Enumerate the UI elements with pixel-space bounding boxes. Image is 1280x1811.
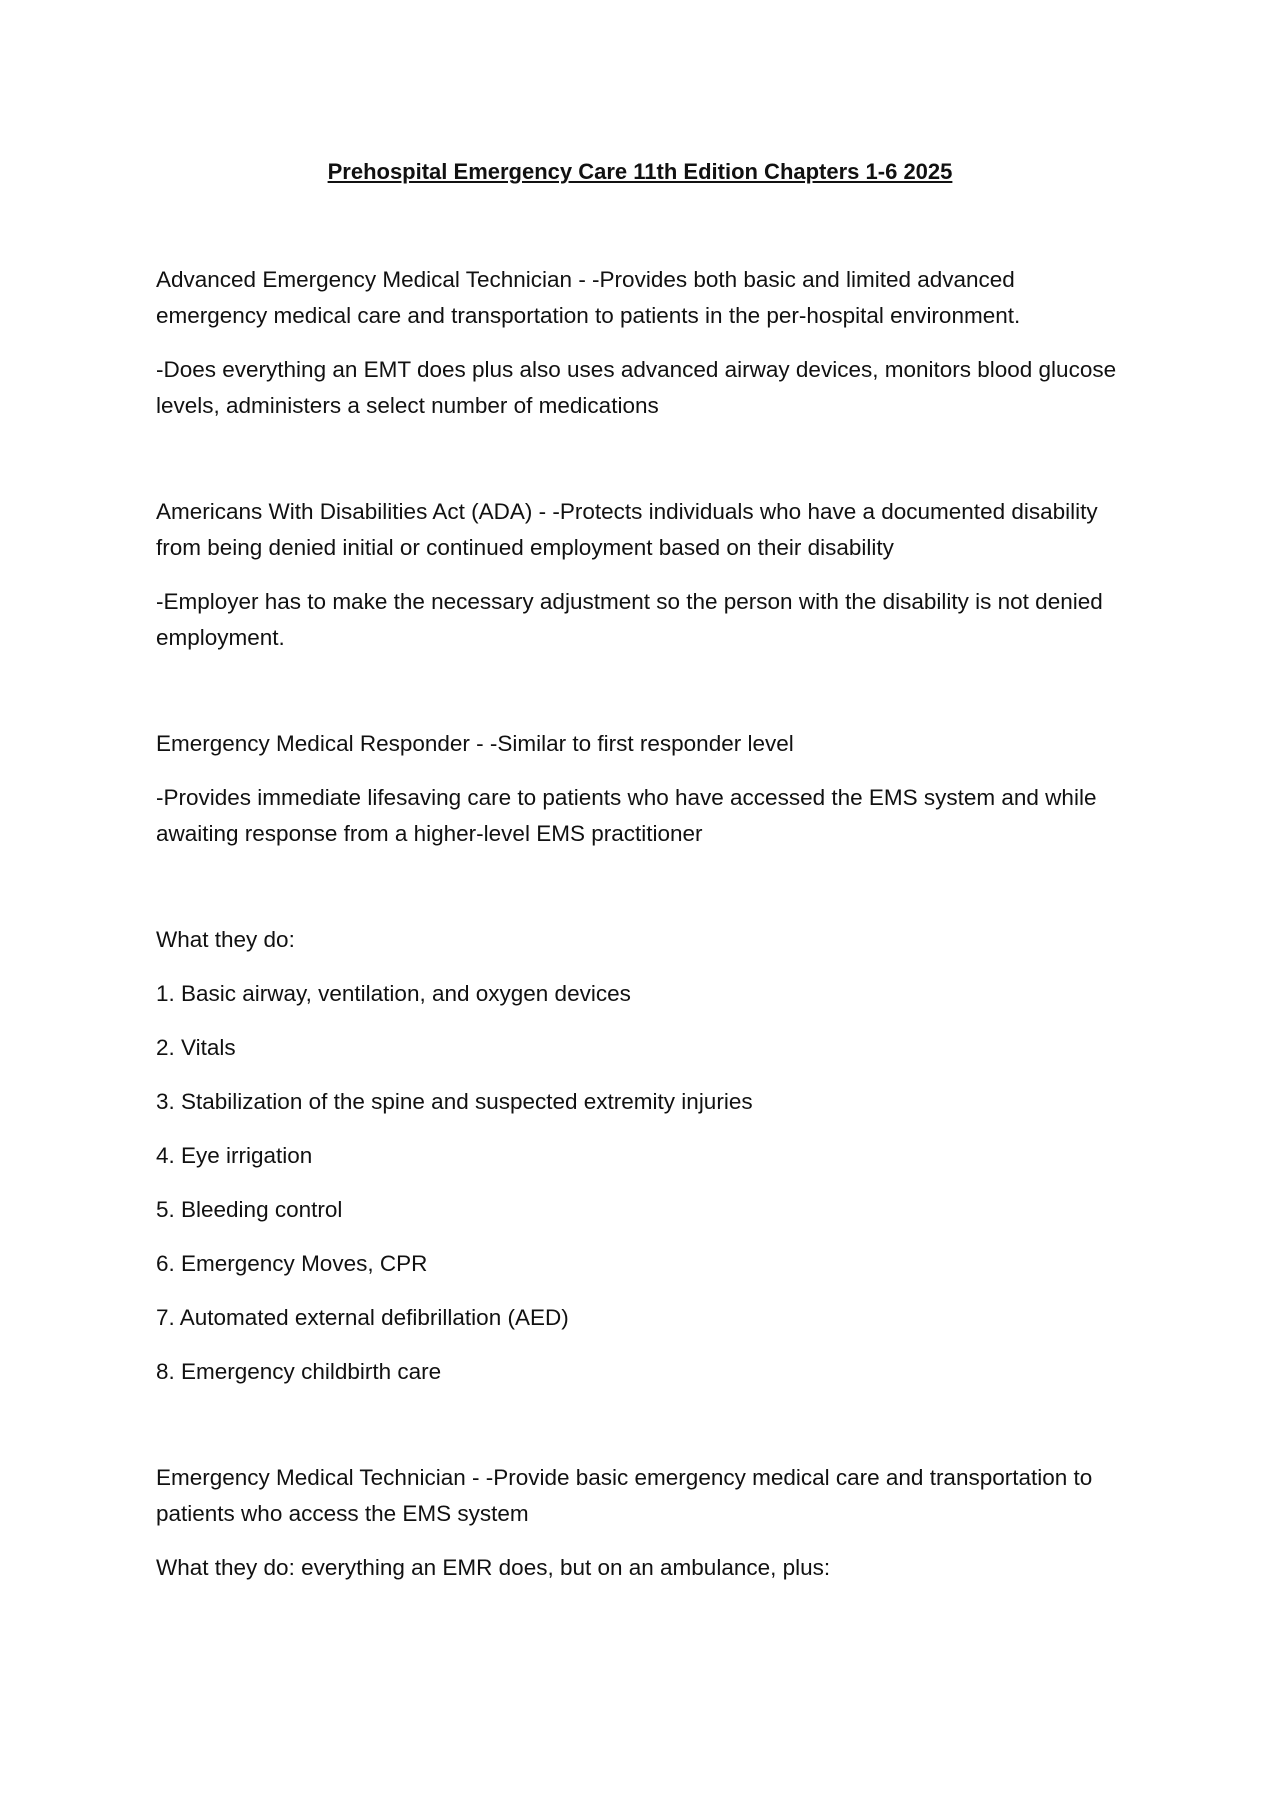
section-spacer [156, 442, 1126, 494]
list-item: 8. Emergency childbirth care [156, 1359, 442, 1384]
list-item: 3. Stabilization of the spine and suspected extremity injuries [156, 1089, 753, 1114]
list-item: 5. Bleeding control [156, 1197, 343, 1222]
emr-definition: Emergency Medical Responder - -Similar to first responder level [156, 731, 794, 756]
list-item: 6. Emergency Moves, CPR [156, 1251, 428, 1276]
list-item: 4. Eye irrigation [156, 1143, 313, 1168]
section-spacer [156, 1408, 1126, 1460]
document-body [156, 262, 1126, 1604]
aemt-definition: Advanced Emergency Medical Technician - -Provides both basic and limited advanced emergency medical care and transportation to patients in the per-hospital environment. [156, 267, 1021, 328]
emr-details: -Provides immediate lifesaving care to patients who have accessed the EMS system and while awaiting response from a higher-level EMS practitioner [156, 785, 1097, 846]
aemt-details: -Does everything an EMT does plus also uses advanced airway devices, monitors blood glucose levels, administers a select number of medications [156, 357, 1117, 418]
ada-details: -Employer has to make the necessary adjustment so the person with the disability is not denied employment. [156, 589, 1103, 650]
list-item: 2. Vitals [156, 1035, 236, 1060]
section-spacer [156, 870, 1126, 922]
page-title: Prehospital Emergency Care 11th Edition Chapters 1-6 2025 [327, 159, 953, 184]
emt-details: What they do: everything an EMR does, but on an ambulance, plus: [156, 1555, 831, 1580]
list-item: 1. Basic airway, ventilation, and oxygen devices [156, 981, 631, 1006]
what-they-do-heading: What they do: [156, 927, 295, 952]
section-spacer [156, 674, 1126, 726]
ada-definition: Americans With Disabilities Act (ADA) - -Protects individuals who have a documented disability from being denied initial or continued employment based on their disability [156, 499, 1098, 560]
emt-definition: Emergency Medical Technician - -Provide basic emergency medical care and transportation to patients who access the EMS system [156, 1465, 1093, 1526]
list-item: 7. Automated external defibrillation (AED) [156, 1305, 569, 1330]
